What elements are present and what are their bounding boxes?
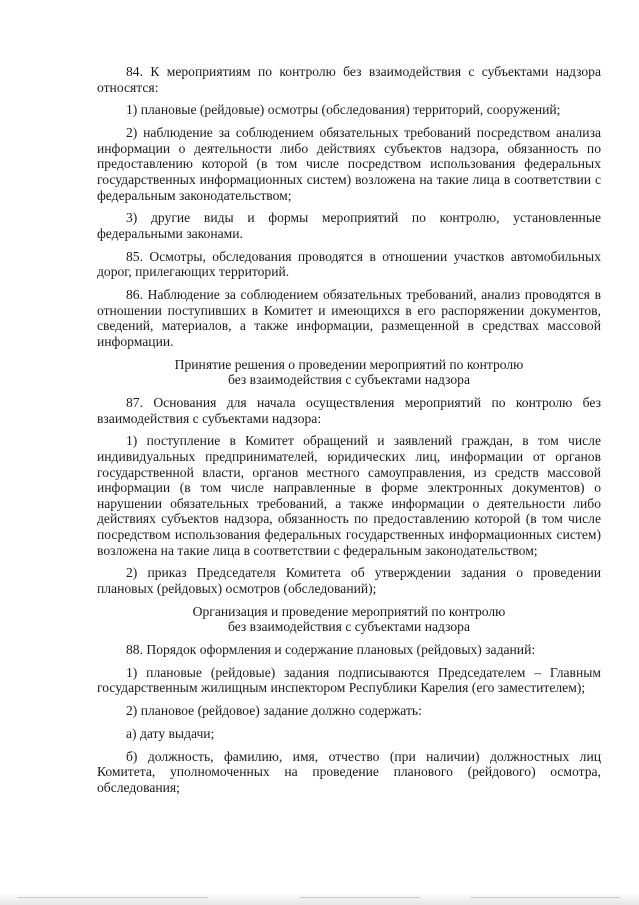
paragraph-87-item-1: 1) поступление в Комитет обращений и заявлений граждан, в том числе индивидуальных предпринимателей, юридических лиц, информации от органов государственной власти, органов местного самоуправления, из средств массовой информации (в том числе направленные в форме электронных документов) о нарушении обязательных требований, а также информации о деятельности либо действиях субъектов надзора, обязанность по предоставлению которой (в том числе посредством использования федеральных государственных информационных систем) возложена на такие лица в соответствии с федеральным законодательством; xyxy=(97,433,601,558)
section-heading-line: без взаимодействия с субъектами надзора xyxy=(227,372,471,388)
paragraph-88-item-2b: б) должность, фамилию, имя, отчество (при наличии) должностных лиц Комитета, уполномоченных на проведение планового (рейдового) осмотра, обследования; xyxy=(97,748,601,795)
paragraph-84-item-2: 2) наблюдение за соблюдением обязательных требований посредством анализа информации о деятельности либо действиях субъектов надзора, обязанность по предоставлению которой (в том числе посредством использования федеральных государственных информационных систем) возложена на такие лица в соответствии с федеральным законодательством; xyxy=(97,125,601,203)
scan-artifact-line xyxy=(300,897,420,898)
paragraph-88-item-1: 1) плановые (рейдовые) задания подписываются Председателем – Главным государственным жилищным инспектором Республики Карелия (его заместителем); xyxy=(97,664,601,696)
paragraph-88-item-2a: а) дату выдачи; xyxy=(126,726,215,741)
document-page xyxy=(97,64,601,803)
paragraph-88-item-2: 2) плановое (рейдовое) задание должно содержать: xyxy=(126,703,422,719)
paragraph-87: 87. Основания для начала осуществления мероприятий по контролю без взаимодействия с субъектами надзора: xyxy=(97,395,601,426)
scan-artifact-line xyxy=(18,897,208,898)
section-heading-line: без взаимодействия с субъектами надзора xyxy=(227,619,471,635)
scan-bottom-edge xyxy=(0,893,639,905)
paragraph-85: 85. Осмотры, обследования проводятся в отношении участков автомобильных дорог, прилегающих территорий. xyxy=(97,248,601,280)
paragraph-87-item-2: 2) приказ Председателя Комитета об утверждении задания о проведении плановых (рейдовых) осмотров (обследований); xyxy=(97,565,601,596)
paragraph-84: 84. К мероприятиям по контролю без взаимодействия с субъектами надзора относятся: xyxy=(97,64,601,95)
section-heading-line: Принятие решения о проведении мероприятий по контролю xyxy=(174,356,524,372)
section-heading-line: Организация и проведение мероприятий по контролю xyxy=(192,603,506,619)
paragraph-86: 86. Наблюдение за соблюдением обязательных требований, анализ проводятся в отношении поступивших в Комитет и имеющихся в его распоряжении документов, сведений, материалов, а также информации, размещенной в средствах массовой информации. xyxy=(97,287,601,349)
section-heading-organization xyxy=(97,604,601,635)
paragraph-84-item-1: 1) плановые (рейдовые) осмотры (обследования) территорий, сооружений; xyxy=(126,102,561,118)
section-heading-decision xyxy=(97,357,601,388)
scan-artifact-line xyxy=(470,897,620,898)
paragraph-88: 88. Порядок оформления и содержание плановых (рейдовых) заданий: xyxy=(126,642,536,658)
paragraph-84-item-3: 3) другие виды и формы мероприятий по контролю, установленные федеральными законами. xyxy=(97,210,601,241)
